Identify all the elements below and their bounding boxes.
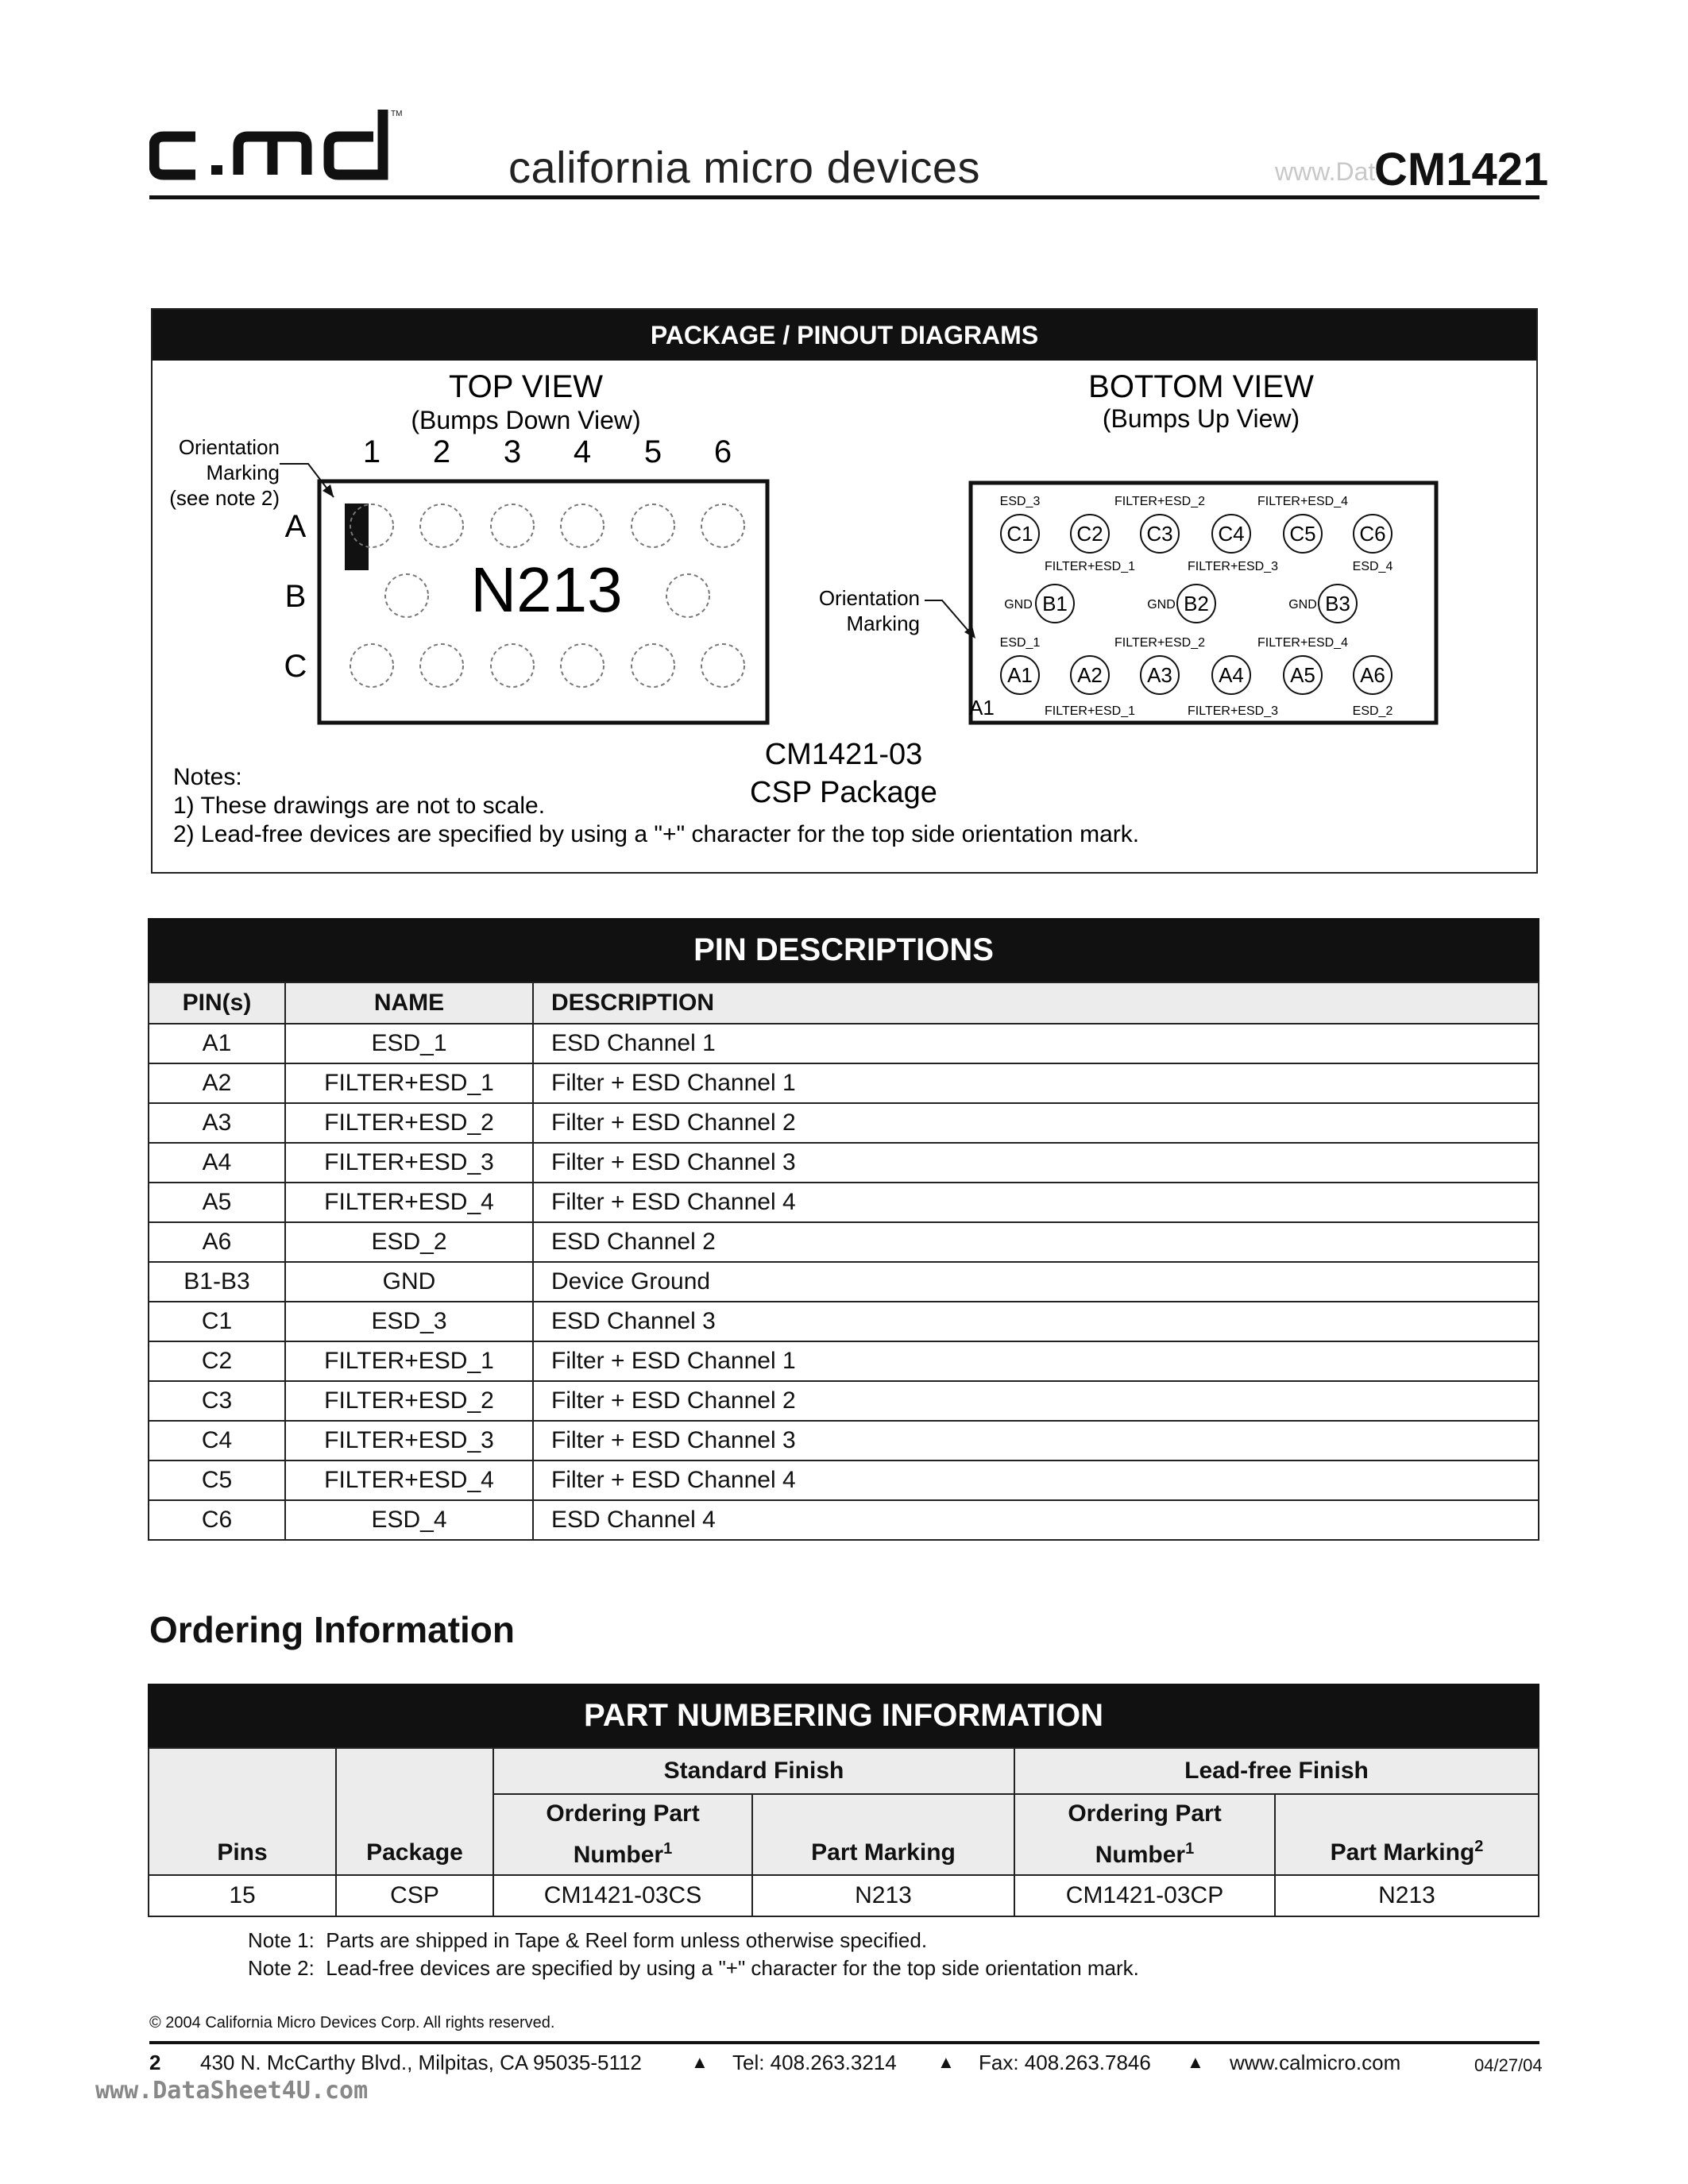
cell-description: Filter + ESD Channel 1	[533, 1063, 1539, 1103]
b2-gnd-label: GND	[1147, 598, 1176, 612]
table-row	[149, 1143, 1539, 1183]
group-leadfree-finish: Lead-free Finish	[1014, 1748, 1539, 1794]
table-row	[149, 1024, 1539, 1063]
cell-name: FILTER+ESD_1	[285, 1341, 533, 1381]
bump-c5-label: C5	[1289, 522, 1316, 546]
cell-name: FILTER+ESD_2	[285, 1381, 533, 1421]
pin-descriptions-table	[148, 982, 1539, 1541]
orientation-label-3: (see note 2)	[169, 486, 280, 510]
col-label-5: 5	[643, 434, 662, 469]
orientation-mark	[345, 504, 369, 570]
b3-gnd-label: GND	[1288, 598, 1317, 612]
a1-corner-label: A1	[969, 696, 995, 720]
ordering-heading: Ordering Information	[149, 1609, 515, 1650]
cell-description: Device Ground	[533, 1262, 1539, 1302]
cell-name: ESD_4	[285, 1500, 533, 1540]
part-numbering-section	[148, 1684, 1539, 1917]
col-header-name: NAME	[285, 982, 533, 1024]
a-label-bottom-1: FILTER+ESD_1	[1045, 704, 1135, 718]
a-label-top-3: FILTER+ESD_4	[1257, 636, 1348, 650]
bottom-view-subtitle: (Bumps Up View)	[1102, 404, 1300, 433]
page-number: 2	[149, 2051, 161, 2074]
cell-pin: A5	[149, 1183, 285, 1222]
col-label-2: 2	[432, 434, 451, 469]
b1-gnd-label: GND	[1004, 598, 1033, 612]
date: 04/27/04	[1474, 2055, 1543, 2075]
table-row	[149, 1461, 1539, 1500]
col-label-6: 6	[713, 434, 732, 469]
cell-pin: C1	[149, 1302, 285, 1341]
row-label-c: C	[284, 649, 307, 684]
company-name: california micro devices	[508, 142, 980, 192]
cell-ordering-part-number-leadfree: CM1421-03CP	[1014, 1875, 1275, 1916]
cell-description: Filter + ESD Channel 3	[533, 1421, 1539, 1461]
bump-c2-label: C2	[1076, 522, 1103, 546]
part-numbering-table	[148, 1747, 1539, 1917]
cell-description: ESD Channel 4	[533, 1500, 1539, 1540]
bump-a4-label: A4	[1219, 663, 1244, 687]
top-view-title: TOP VIEW	[448, 369, 604, 404]
a-label-bottom-2: FILTER+ESD_3	[1188, 704, 1278, 718]
bottom-row-b	[1004, 585, 1357, 623]
bottom-row-c	[1000, 495, 1393, 573]
cell-part-marking: N213	[752, 1875, 1014, 1916]
col-label-4: 4	[573, 434, 592, 469]
bump-b1-label: B1	[1042, 592, 1068, 615]
table-header-row	[149, 982, 1539, 1024]
bump-c6-label: C6	[1359, 522, 1386, 546]
cell-name: FILTER+ESD_3	[285, 1143, 533, 1183]
cell-name: ESD_1	[285, 1024, 533, 1063]
table-row	[149, 1063, 1539, 1103]
fax: Fax: 408.263.7846	[979, 2051, 1151, 2074]
table-row	[149, 1302, 1539, 1341]
cmd-logo	[149, 105, 427, 184]
cell-pin: A4	[149, 1143, 285, 1183]
watermark-bottom: www.DataSheet4U.com	[95, 2077, 369, 2105]
telephone: Tel: 408.263.3214	[732, 2051, 897, 2074]
pin-descriptions-title: PIN DESCRIPTIONS	[148, 918, 1539, 982]
cell-pins: 15	[149, 1875, 336, 1916]
table-row	[149, 1262, 1539, 1302]
c-label-top-1: ESD_3	[999, 495, 1041, 508]
cell-description: ESD Channel 3	[533, 1302, 1539, 1341]
col-header-description: DESCRIPTION	[533, 982, 1539, 1024]
orientation-arrow	[323, 484, 334, 497]
bottom-orientation-leader	[925, 600, 972, 635]
bump-a1-label: A1	[1007, 663, 1033, 687]
cell-description: ESD Channel 1	[533, 1024, 1539, 1063]
a-label-top-1: ESD_1	[999, 636, 1041, 650]
package-section-title: PACKAGE / PINOUT DIAGRAMS	[153, 310, 1536, 361]
bottom-row-a	[1000, 636, 1393, 718]
bottom-orientation-label-2: Marking	[846, 612, 920, 635]
col-header-package: Package	[336, 1748, 493, 1875]
package-type: CSP Package	[750, 776, 937, 809]
cell-description: Filter + ESD Channel 3	[533, 1143, 1539, 1183]
note-1: 1) These drawings are not to scale.	[173, 793, 546, 819]
ordering-note-2: Note 2: Lead-free devices are specified by using a "+" character for the top side orientation mark.	[248, 1956, 1139, 1980]
bump-a5-label: A5	[1290, 663, 1315, 687]
col-header-part-marking: Part Marking	[752, 1794, 1014, 1875]
bottom-bumps-c	[1001, 515, 1392, 553]
cell-package: CSP	[336, 1875, 493, 1916]
part-number: CM1421	[1374, 144, 1549, 195]
row-label-a: A	[284, 509, 307, 544]
top-view-subtitle: (Bumps Down View)	[411, 406, 641, 434]
cell-pin: A2	[149, 1063, 285, 1103]
bottom-view-title: BOTTOM VIEW	[1088, 369, 1314, 404]
notes-title: Notes:	[173, 764, 242, 790]
table-row	[149, 1381, 1539, 1421]
c-label-top-2: FILTER+ESD_2	[1114, 495, 1205, 508]
website: www.calmicro.com	[1230, 2051, 1401, 2074]
cell-description: Filter + ESD Channel 4	[533, 1461, 1539, 1500]
cell-pin: C4	[149, 1421, 285, 1461]
separator-triangle-icon: ▲	[1187, 2052, 1204, 2072]
pin-descriptions-section	[148, 918, 1539, 1541]
bump-a3-label: A3	[1147, 663, 1172, 687]
cell-name: ESD_3	[285, 1302, 533, 1341]
svg-text:TM: TM	[391, 110, 403, 118]
a-label-top-2: FILTER+ESD_2	[1114, 636, 1205, 650]
cell-name: FILTER+ESD_4	[285, 1183, 533, 1222]
cell-pin: C3	[149, 1381, 285, 1421]
cell-pin: C2	[149, 1341, 285, 1381]
cell-pin: C5	[149, 1461, 285, 1500]
bump-c3-label: C3	[1146, 522, 1173, 546]
cell-ordering-part-number: CM1421-03CS	[493, 1875, 752, 1916]
bottom-bumps-a	[1001, 656, 1392, 694]
bump-c1-label: C1	[1006, 522, 1033, 546]
group-standard-finish: Standard Finish	[493, 1748, 1014, 1794]
bump-a2-label: A2	[1077, 663, 1103, 687]
footer-rule	[149, 2041, 1539, 2044]
bottom-orientation-label: Orientation	[818, 586, 920, 610]
cell-pin: A3	[149, 1103, 285, 1143]
cell-description: ESD Channel 2	[533, 1222, 1539, 1262]
cell-name: FILTER+ESD_4	[285, 1461, 533, 1500]
ordering-note-1: Note 1: Parts are shipped in Tape & Reel form unless otherwise specified.	[248, 1928, 928, 1952]
cell-description: Filter + ESD Channel 4	[533, 1183, 1539, 1222]
col-label-3: 3	[503, 434, 522, 469]
copyright: © 2004 California Micro Devices Corp. All rights reserved.	[149, 2014, 555, 2032]
orientation-label-2: Marking	[206, 461, 280, 484]
separator-triangle-icon: ▲	[691, 2052, 709, 2072]
package-pinout-section	[151, 308, 1538, 874]
cell-name: FILTER+ESD_3	[285, 1421, 533, 1461]
c-label-bottom-3: ESD_4	[1352, 560, 1393, 573]
col-header-ordering-part-number-leadfree: Ordering Part Number$^1$	[1014, 1794, 1275, 1875]
cell-name: FILTER+ESD_1	[285, 1063, 533, 1103]
cell-pin: B1-B3	[149, 1262, 285, 1302]
table-row	[149, 1341, 1539, 1381]
row-label-b: B	[284, 579, 307, 614]
separator-triangle-icon: ▲	[937, 2052, 955, 2072]
header-rule	[149, 195, 1539, 199]
cell-name: ESD_2	[285, 1222, 533, 1262]
table-row	[149, 1222, 1539, 1262]
col-label-1: 1	[362, 434, 381, 469]
table-row	[149, 1183, 1539, 1222]
cell-part-marking-leadfree: N213	[1275, 1875, 1539, 1916]
bump-b2-label: B2	[1184, 592, 1209, 615]
col-header-part-marking-leadfree: Part Marking$^2$	[1275, 1794, 1539, 1875]
cell-name: FILTER+ESD_2	[285, 1103, 533, 1143]
cell-description: Filter + ESD Channel 2	[533, 1103, 1539, 1143]
cell-pin: A6	[149, 1222, 285, 1262]
c-label-top-3: FILTER+ESD_4	[1257, 495, 1348, 508]
col-header-pins: PIN(s)	[149, 982, 285, 1024]
watermark-top: www.Dat	[1275, 157, 1376, 186]
table-row	[149, 1103, 1539, 1143]
table-row	[149, 1500, 1539, 1540]
table-row	[149, 1421, 1539, 1461]
c-label-bottom-1: FILTER+ESD_1	[1045, 560, 1135, 573]
bump-b3-label: B3	[1325, 592, 1350, 615]
cell-pin: A1	[149, 1024, 285, 1063]
bump-a6-label: A6	[1360, 663, 1385, 687]
cell-pin: C6	[149, 1500, 285, 1540]
cell-description: Filter + ESD Channel 1	[533, 1341, 1539, 1381]
top-column-labels	[363, 434, 732, 469]
a-label-bottom-3: ESD_2	[1352, 704, 1393, 718]
top-row-labels	[284, 509, 307, 684]
part-numbering-title: PART NUMBERING INFORMATION	[148, 1684, 1539, 1747]
table-row	[149, 1875, 1539, 1916]
chip-marking: N213	[470, 554, 623, 625]
cell-description: Filter + ESD Channel 2	[533, 1381, 1539, 1421]
bump-c4-label: C4	[1218, 522, 1245, 546]
cell-name: GND	[285, 1262, 533, 1302]
package-name: CM1421-03	[764, 738, 923, 771]
pinout-diagram	[153, 361, 1536, 872]
orientation-label: Orientation	[178, 435, 280, 459]
col-header-ordering-part-number: Ordering Part Number$^1$	[493, 1794, 752, 1875]
note-2: 2) Lead-free devices are specified by using a "+" character for the top side orientation mark.	[173, 821, 1140, 847]
col-header-pins: Pins	[149, 1748, 336, 1875]
address: 430 N. McCarthy Blvd., Milpitas, CA 95035-5112	[200, 2051, 642, 2074]
c-label-bottom-2: FILTER+ESD_3	[1188, 560, 1278, 573]
